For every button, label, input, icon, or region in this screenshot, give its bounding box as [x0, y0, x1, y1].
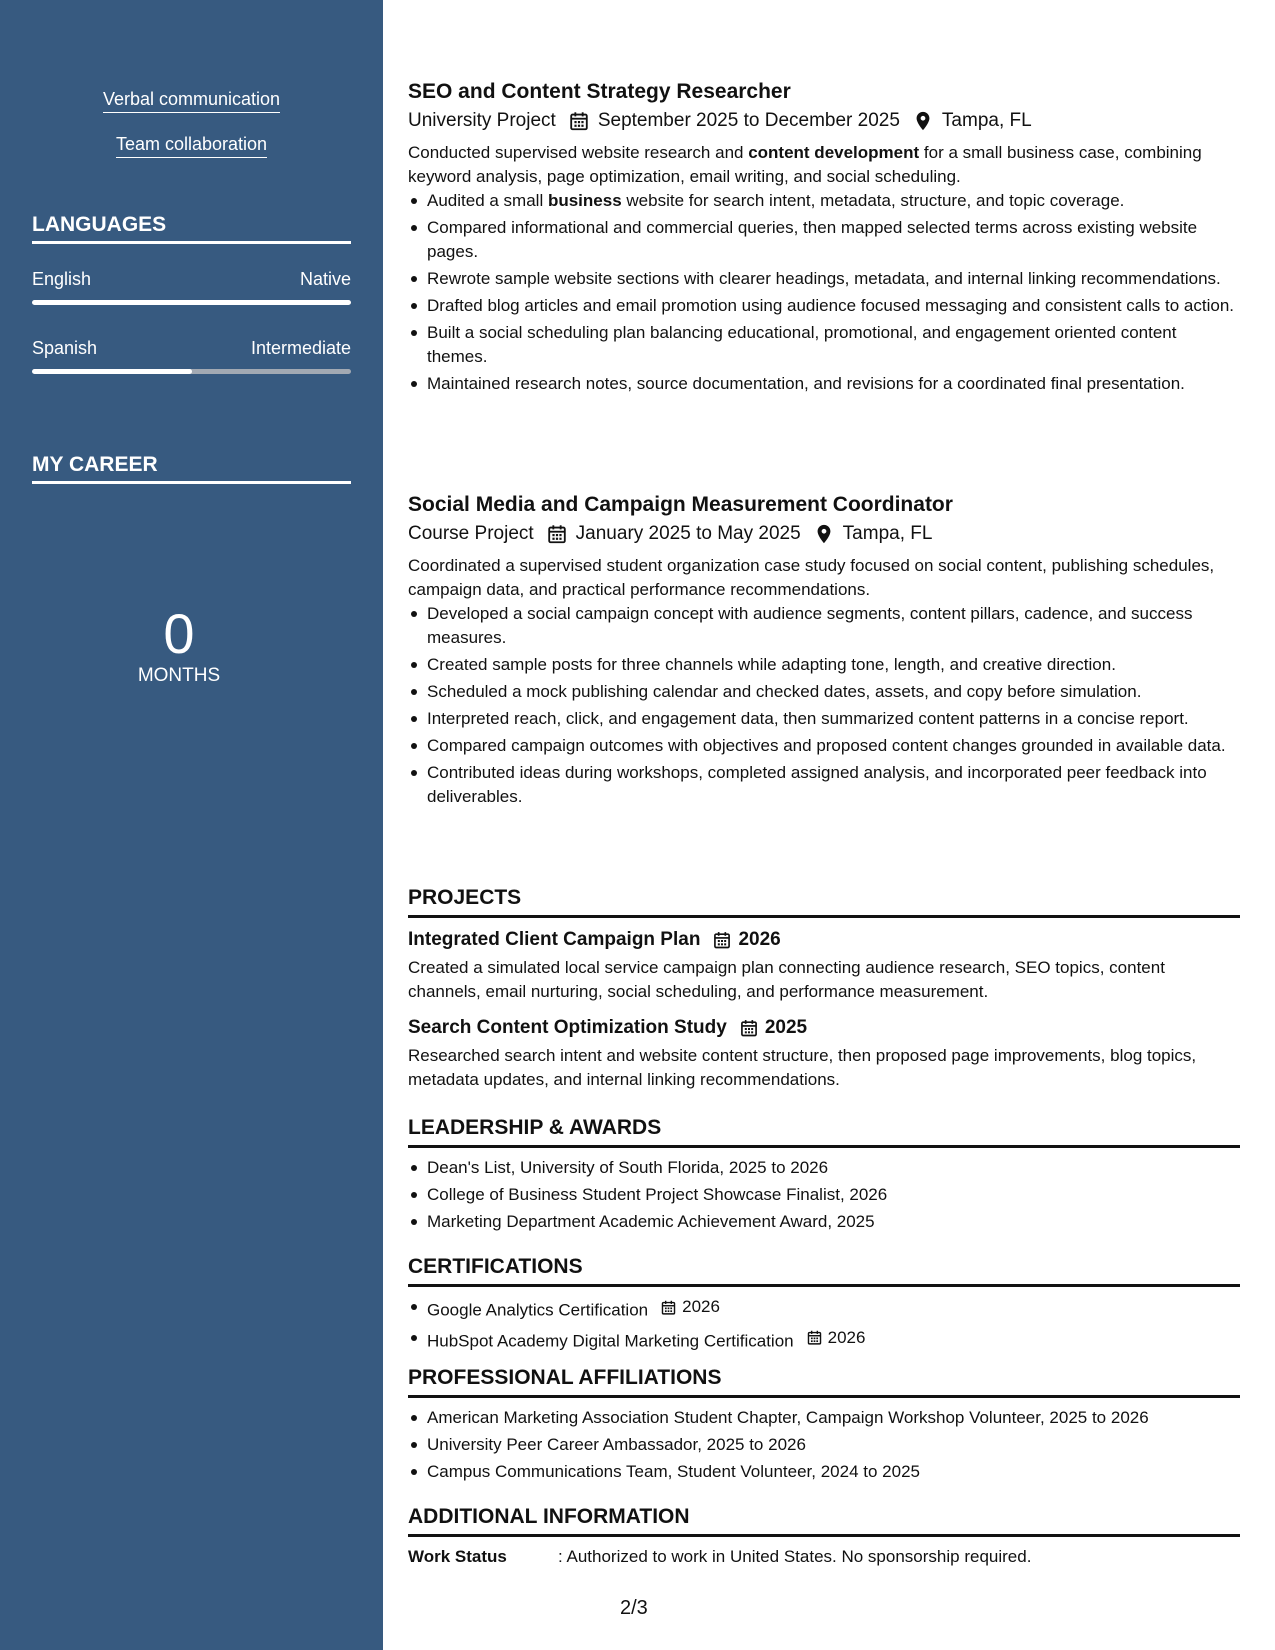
- job-location: Tampa, FL: [842, 523, 933, 544]
- list-item: Developed a social campaign concept with audience segments, content pillars, cadence, and success measures.: [408, 602, 1240, 650]
- projects-section: [408, 885, 1240, 1092]
- section-heading: CERTIFICATIONS: [408, 1254, 1240, 1287]
- career-heading: MY CAREER: [32, 452, 351, 484]
- language-row: [32, 337, 351, 359]
- certification-year: 2026: [682, 1297, 720, 1316]
- career-months-value: 0: [163, 602, 195, 665]
- certifications-section: [408, 1254, 1240, 1356]
- certification-name: HubSpot Academy Digital Marketing Certification: [427, 1331, 794, 1350]
- affiliations-section: [408, 1365, 1240, 1487]
- list-item: Compared informational and commercial queries, then mapped selected terms across existing website pages.: [408, 216, 1240, 264]
- job-meta: [408, 522, 1240, 546]
- list-item: [408, 1295, 1240, 1323]
- awards-list: [408, 1156, 1240, 1234]
- list-item: University Peer Career Ambassador, 2025 to 2026: [408, 1433, 1240, 1457]
- language-level: Native: [299, 269, 351, 289]
- list-item: Scheduled a mock publishing calendar and checked dates, assets, and copy before simulation.: [408, 680, 1240, 704]
- list-item: Campus Communications Team, Student Volunteer, 2024 to 2025: [408, 1460, 1240, 1484]
- career-months-unit: MONTHS: [137, 665, 221, 686]
- list-item: Audited a small business website for search intent, metadata, structure, and topic coverage.: [408, 189, 1240, 213]
- work-status-row: [408, 1545, 1240, 1569]
- job-meta: [408, 109, 1240, 133]
- location-pin-icon: [813, 523, 835, 545]
- language-row: [32, 268, 351, 290]
- list-item: Drafted blog articles and email promotion using audience focused messaging and consistent calls to action.: [408, 294, 1240, 318]
- location-pin-icon: [912, 110, 934, 132]
- additional-section: [408, 1504, 1240, 1569]
- calendar-icon: [712, 930, 732, 950]
- awards-section: [408, 1115, 1240, 1237]
- work-status-label: Work Status: [408, 1547, 507, 1566]
- section-heading: LEADERSHIP & AWARDS: [408, 1115, 1240, 1148]
- experience-entry: [408, 492, 1240, 812]
- section-heading: PROJECTS: [408, 885, 1240, 918]
- calendar-icon: [660, 1299, 677, 1316]
- sidebar: [0, 0, 383, 1650]
- list-item: Contributed ideas during workshops, completed assigned analysis, and incorporated peer feedback into deliverables.: [408, 761, 1240, 809]
- list-item: [408, 1326, 1240, 1354]
- section-heading: ADDITIONAL INFORMATION: [408, 1504, 1240, 1537]
- project-year: 2026: [738, 929, 781, 950]
- list-item: Compared campaign outcomes with objectives and proposed content changes grounded in available data.: [408, 734, 1240, 758]
- job-organization: Course Project: [408, 523, 534, 544]
- languages-heading: LANGUAGES: [32, 212, 351, 244]
- skill-item: Team collaboration: [0, 133, 383, 158]
- job-title: SEO and Content Strategy Researcher: [408, 80, 791, 103]
- job-description: Coordinated a supervised student organization case study focused on social content, publishing schedules, campaign data, and practical performance recommendations.: [408, 556, 1215, 599]
- job-description: Conducted supervised website research and content development for a small business case, combining keyword analysis, page optimization, email writing, and social scheduling.: [408, 143, 1202, 186]
- list-item: Dean's List, University of South Florida, 2025 to 2026: [408, 1156, 1240, 1180]
- job-location: Tampa, FL: [941, 110, 1032, 131]
- list-item: Interpreted reach, click, and engagement data, then summarized content patterns in a concise report.: [408, 707, 1240, 731]
- proficiency-fill: [32, 300, 351, 305]
- language-level: Intermediate: [250, 338, 351, 358]
- list-item: Created sample posts for three channels while adapting tone, length, and creative direction.: [408, 653, 1240, 677]
- page-number: 2/3: [620, 1597, 648, 1619]
- language-proficiency-bar: [32, 369, 351, 374]
- calendar-icon: [568, 110, 590, 132]
- project-description: Researched search intent and website content structure, then proposed page improvements, blog topics, metadata updates, and internal linking recommendations.: [408, 1046, 1197, 1089]
- certification-name: Google Analytics Certification: [427, 1300, 649, 1320]
- experience-entry: [408, 79, 1240, 399]
- list-item: Built a social scheduling plan balancing educational, promotional, and engagement oriented content themes.: [408, 321, 1240, 369]
- list-item: Maintained research notes, source documentation, and revisions for a coordinated final presentation.: [408, 372, 1240, 396]
- affiliations-list: [408, 1406, 1240, 1484]
- skill-item: Verbal communication: [0, 88, 383, 113]
- list-item: Marketing Department Academic Achievement Award, 2025: [408, 1210, 1240, 1234]
- job-title: Social Media and Campaign Measurement Coordinator: [408, 493, 953, 516]
- list-item: Rewrote sample website sections with clearer headings, metadata, and internal linking recommendations.: [408, 267, 1240, 291]
- job-dates: September 2025 to December 2025: [597, 110, 900, 131]
- certifications-list: [408, 1295, 1240, 1353]
- calendar-icon: [806, 1329, 823, 1346]
- list-item: American Marketing Association Student Chapter, Campaign Workshop Volunteer, 2025 to 2026: [408, 1406, 1240, 1430]
- project-title: Integrated Client Campaign Plan 2026: [408, 929, 781, 950]
- section-heading: PROFESSIONAL AFFILIATIONS: [408, 1365, 1240, 1398]
- project-title: Search Content Optimization Study 2025: [408, 1017, 808, 1038]
- project-description: Created a simulated local service campaign plan connecting audience research, SEO topics, content channels, email nurturing, social scheduling, and performance measurement.: [408, 958, 1165, 1001]
- project-year: 2025: [764, 1017, 808, 1038]
- job-dates: January 2025 to May 2025: [575, 523, 801, 544]
- job-organization: University Project: [408, 110, 556, 131]
- calendar-icon: [739, 1018, 759, 1038]
- list-item: College of Business Student Project Showcase Finalist, 2026: [408, 1183, 1240, 1207]
- calendar-icon: [546, 523, 568, 545]
- language-proficiency-bar: [32, 300, 351, 305]
- job-bullets: [408, 189, 1240, 396]
- job-bullets: [408, 602, 1240, 809]
- certification-year: 2026: [827, 1327, 866, 1347]
- work-status-value: : Authorized to work in United States. No sponsorship required.: [558, 1547, 1032, 1566]
- language-name: English: [32, 269, 92, 289]
- proficiency-fill: [32, 369, 192, 374]
- language-name: Spanish: [32, 338, 98, 358]
